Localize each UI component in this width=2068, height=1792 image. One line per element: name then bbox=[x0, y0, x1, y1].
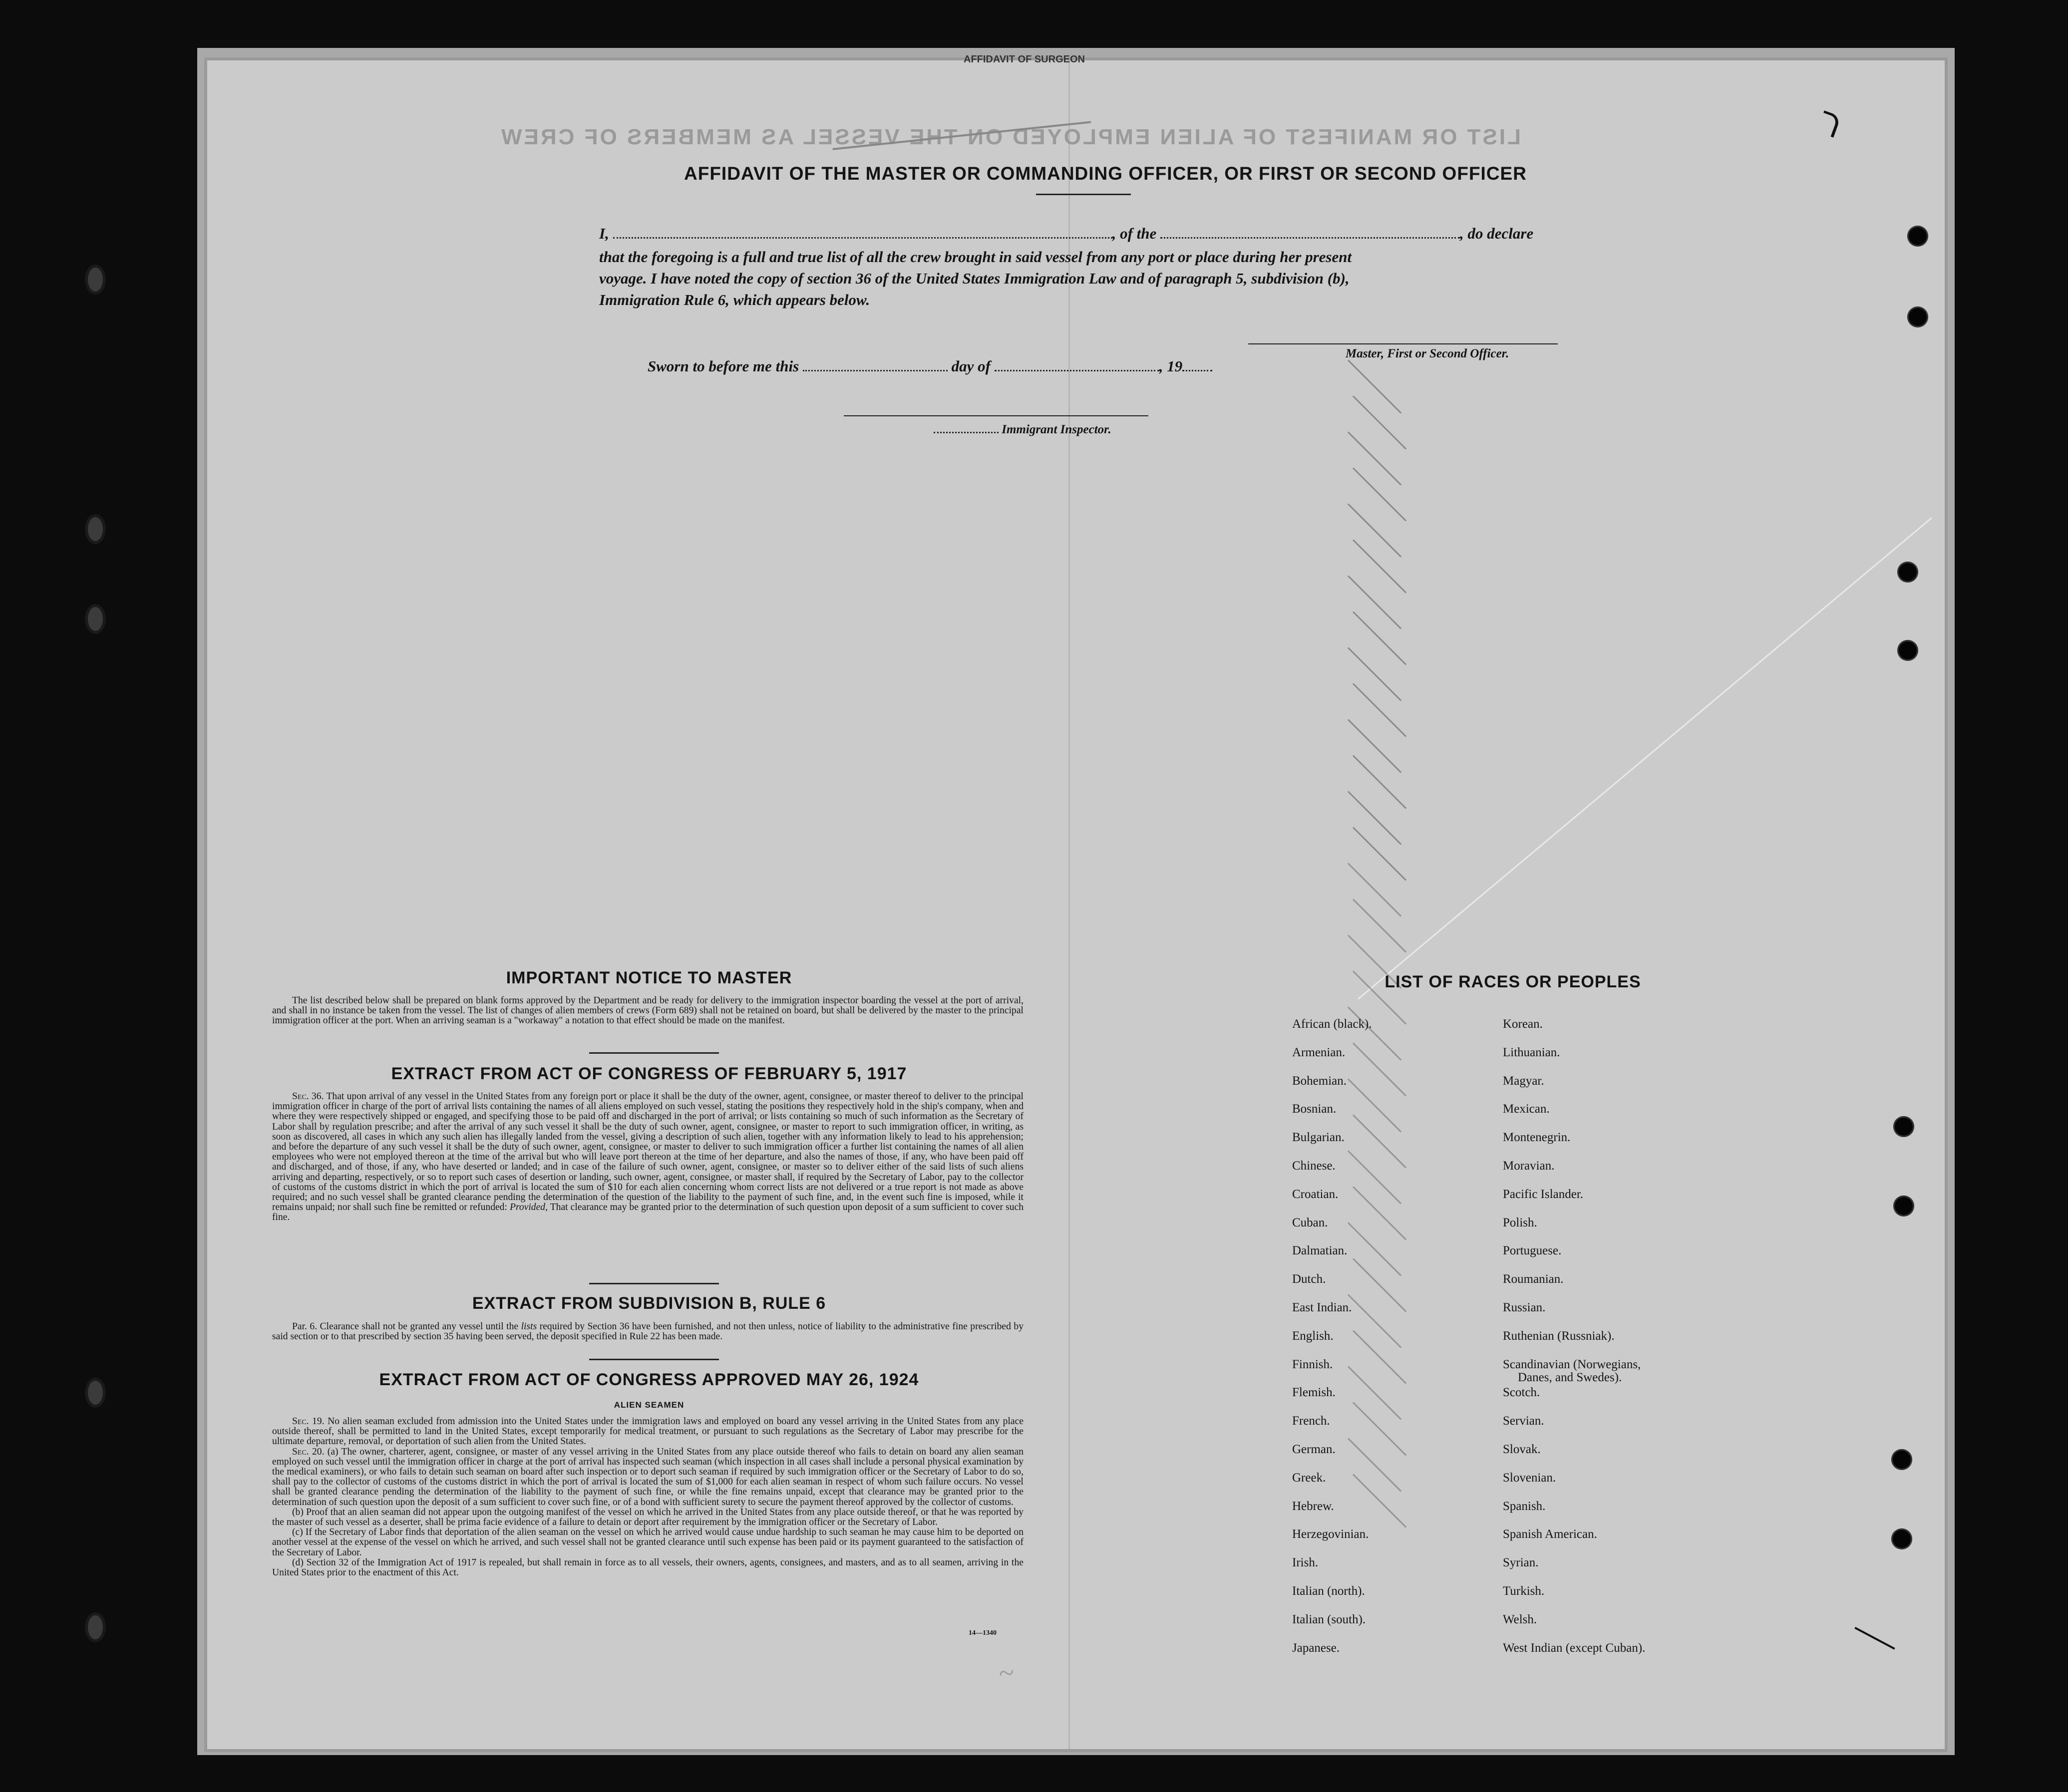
race-item: Lithuanian. bbox=[1503, 1045, 1560, 1059]
notice-text bbox=[272, 996, 1024, 1026]
race-item: Magyar. bbox=[1503, 1074, 1544, 1088]
vessel-blank[interactable] bbox=[1160, 237, 1460, 239]
race-item: Portuguese. bbox=[1503, 1244, 1562, 1258]
affidavit-line-3: voyage. I have noted the copy of section 36 of the United States Immigration Law and of paragraph 5, subdivision (b), bbox=[599, 270, 1350, 287]
binder-hole bbox=[1891, 1449, 1912, 1470]
race-item: Syrian. bbox=[1503, 1556, 1539, 1570]
month-blank[interactable] bbox=[995, 370, 1159, 371]
race-item: Slovak. bbox=[1503, 1443, 1541, 1456]
extract-1917-paragraph bbox=[272, 1092, 1024, 1223]
binder-hole bbox=[85, 1612, 106, 1642]
binder-hole bbox=[85, 265, 106, 295]
sec-19-label: Sec. 19. bbox=[292, 1416, 325, 1427]
sec-20a-paragraph bbox=[272, 1447, 1024, 1507]
rule6-body-a: Clearance shall not be granted any vessel until the bbox=[320, 1321, 519, 1332]
sec-20b-paragraph: (b) Proof that an alien seaman did not appear upon the outgoing manifest of the vessel on which he arrived in the United States from any place outside thereof, or that he was reported by the master of such vessel as a deserter, shall be prima facie evidence of a failure to detain or deport after requirement by the immigration officer or the Secretary of Labor. bbox=[272, 1506, 1024, 1528]
inspector-line[interactable] bbox=[844, 415, 1148, 416]
race-item: East Indian. bbox=[1292, 1301, 1352, 1314]
race-item: Turkish. bbox=[1503, 1584, 1545, 1598]
sworn-label: Sworn to before me this bbox=[648, 357, 799, 375]
sec-20-label: Sec. 20. bbox=[292, 1446, 325, 1457]
binder-hole bbox=[1897, 640, 1918, 661]
section-rule bbox=[589, 1052, 719, 1054]
sec-36-label: Sec. 36. bbox=[292, 1091, 324, 1102]
binder-hole bbox=[85, 1378, 106, 1408]
affidavit-title: AFFIDAVIT OF THE MASTER OR COMMANDING OFFICER, OR FIRST OR SECOND OFFICER bbox=[684, 163, 1527, 184]
race-item: Pacific Islander. bbox=[1503, 1187, 1584, 1201]
race-item: Bohemian. bbox=[1292, 1074, 1347, 1088]
race-item: Hebrew. bbox=[1292, 1499, 1334, 1513]
name-blank[interactable] bbox=[613, 237, 1112, 239]
race-item: German. bbox=[1292, 1443, 1336, 1456]
race-item: Welsh. bbox=[1503, 1612, 1537, 1626]
sec-36-body: That upon arrival of any vessel in the United States from any foreign port or place it shall be the duty of the owner, agent, consignee, or master thereof to deliver to the principal immigration officer in charge of the port of arrival lists containing the names of all aliens employed on such vessel, stating the positions they respectively hold in the ship's company, when and where they were respectively shipped or engaged, and specifying those to be paid off and discharged in the port of arrival; or lists containing so much of such information as the Secretary of Labor shall by regulation prescribe; and after the arrival of any such vessel it shall be the duty of such owner, agent, consignee, or master to report to such immigration officer, in writing, as soon as discovered, all cases in which any such alien has illegally landed from the vessel, giving a description of such alien, together with any information likely to lead to his apprehension; and before the departure of any such vessel it shall be the duty of such owner, agent, consignee, or master to deliver to such immigration officer a further list containing the names of all alien employees who were not employed thereon at the time of the arrival but who will leave port thereon at the time of her departure, and also the names of those, if any, who have been paid off and discharged, and of those, if any, who have deserted or landed; and in case of the failure of such owner, agent, consignee, or master so to deliver either of the said lists of such aliens arriving and departing, respectively, or so to report such cases of desertion or landing, such owner, agent, consignee, or master shall, if required by the Secretary of Labor, pay to the collector of customs of the customs district in which the port of arrival is located the sum of $10 for each alien concerning whom correct lists are not delivered or a true report is not made as above required; and no such vessel shall be granted clearance pending the determination of the question of the liability to the payment of such fine, and, in the event such fine is imposed, while it remains unpaid; nor shall such fine be remitted or refunded: bbox=[272, 1091, 1024, 1213]
race-item: Scotch. bbox=[1503, 1386, 1540, 1400]
extract-rule6-title: EXTRACT FROM SUBDIVISION B, RULE 6 bbox=[472, 1294, 826, 1313]
race-item: Montenegrin. bbox=[1503, 1131, 1571, 1145]
binder-hole bbox=[85, 514, 106, 544]
binder-hole bbox=[1893, 1195, 1914, 1216]
sec-36-end: That clearance may be granted prior to the determination of such question upon deposit of a sum sufficient to cover such fine. bbox=[272, 1202, 1024, 1223]
race-item: Spanish American. bbox=[1503, 1527, 1597, 1541]
inspector-blank[interactable] bbox=[934, 432, 999, 433]
race-item: Scandinavian (Norwegians, bbox=[1503, 1357, 1641, 1371]
title-rule bbox=[1036, 194, 1131, 195]
race-item: Bosnian. bbox=[1292, 1102, 1337, 1116]
form-number: 14—1340 bbox=[969, 1629, 997, 1637]
binder-hole bbox=[1897, 562, 1918, 583]
race-item: West Indian (except Cuban). bbox=[1503, 1641, 1646, 1655]
alien-seamen-subtitle: ALIEN SEAMEN bbox=[614, 1400, 685, 1410]
lists-word: lists bbox=[521, 1321, 537, 1332]
race-scandinavian-cont: Danes, and Swedes). bbox=[1518, 1371, 1622, 1384]
affidavit-line-4: Immigration Rule 6, which appears below. bbox=[599, 291, 870, 308]
rule6-body-b: required by Section 36 have been furnished, and not then unless, notice of liability to the administrative fine prescribed by said section or to that prescribed by section 35 having been served, the deposit specified in Rule 22 has been made. bbox=[272, 1321, 1024, 1342]
race-item: Japanese. bbox=[1292, 1641, 1340, 1655]
sec-20c-paragraph: (c) If the Secretary of Labor finds that deportation of the alien seaman on the vessel on which he arrived would cause undue hardship to such seaman he may cause him to be deported on another vessel at the expense of the vessel on which he arrived, and such vessel shall not be granted clearance until such expense has been paid or its payment guaranteed to the satisfaction of the Secretary of Labor. bbox=[272, 1527, 1024, 1558]
section-rule bbox=[589, 1283, 719, 1284]
top-tab-label: AFFIDAVIT OF SURGEON bbox=[964, 54, 1085, 65]
rule6-paragraph bbox=[272, 1322, 1024, 1342]
section-rule bbox=[589, 1359, 719, 1360]
year-blank[interactable] bbox=[1182, 370, 1212, 371]
sec-19-body: No alien seaman excluded from admission into the United States under the immigration laws and employed on board any vessel arriving in the United States from any place outside thereof, shall be permitted to land in the United States, except temporarily for medical treatment, or pursuant to such regulations as the Secretary of Labor may prescribe for the ultimate departure, removal, or deportation of such alien from the United States. bbox=[272, 1416, 1024, 1447]
race-item: Croatian. bbox=[1292, 1187, 1339, 1201]
race-item: Roumanian. bbox=[1503, 1272, 1564, 1286]
race-item: Irish. bbox=[1292, 1556, 1319, 1570]
race-item: Dalmatian. bbox=[1292, 1244, 1348, 1258]
race-item: Slovenian. bbox=[1503, 1471, 1556, 1485]
race-item: French. bbox=[1292, 1414, 1330, 1428]
extract-rule6-text bbox=[272, 1322, 1024, 1342]
race-item: Armenian. bbox=[1292, 1045, 1346, 1059]
race-item: Mexican. bbox=[1503, 1102, 1550, 1116]
race-item: Herzegovinian. bbox=[1292, 1527, 1369, 1541]
affidavit-line-2: that the foregoing is a full and true list of all the crew brought in said vessel from any port or place during her present bbox=[599, 248, 1352, 266]
ghost-signature: ~ bbox=[997, 1657, 1015, 1689]
binder-hole bbox=[1891, 1528, 1912, 1549]
declare-label: , do declare bbox=[1460, 225, 1534, 242]
race-item: Korean. bbox=[1503, 1017, 1543, 1031]
race-item: Finnish. bbox=[1292, 1357, 1333, 1371]
of-the-label: , of the bbox=[1112, 225, 1157, 242]
race-item: Dutch. bbox=[1292, 1272, 1326, 1286]
i-label: I, bbox=[599, 225, 609, 242]
race-item: Bulgarian. bbox=[1292, 1131, 1345, 1145]
ghost-title: LIST OR MANIFEST OF ALIEN EMPLOYED ON THE VESSEL AS MEMBERS OF CREW bbox=[499, 125, 1521, 149]
affidavit-line-1 bbox=[599, 225, 1533, 243]
races-title: LIST OF RACES OR PEOPLES bbox=[1384, 972, 1641, 991]
signature-line[interactable] bbox=[1248, 343, 1558, 344]
race-item: Italian (south). bbox=[1292, 1612, 1366, 1626]
race-item: Ruthenian (Russniak). bbox=[1503, 1329, 1615, 1343]
race-item: Servian. bbox=[1503, 1414, 1544, 1428]
extract-1924-text bbox=[272, 1417, 1024, 1578]
race-item: Greek. bbox=[1292, 1471, 1326, 1485]
day-blank[interactable] bbox=[803, 370, 948, 371]
par-6-label: Par. 6. bbox=[292, 1321, 318, 1332]
binder-hole bbox=[1893, 1116, 1914, 1137]
race-item: Chinese. bbox=[1292, 1159, 1336, 1173]
race-item: African (black). bbox=[1292, 1017, 1372, 1031]
race-item: Moravian. bbox=[1503, 1159, 1555, 1173]
sec-20a-body: (a) The owner, charterer, agent, consignee, or master of any vessel arriving in the United States from any place outside thereof who fails to detain on board any alien seaman employed on such vessel until the immigration officer in charge at the port of arrival has inspected such seaman (which inspection in all cases shall include a personal physical examination by the medical examiners), or who fails to detain such seaman on board after such inspection or to deport such seaman if required by such immigration officer or the Secretary of Labor to do so, shall pay to the collector of customs of the customs district in which the port of arrival is located the sum of $1,000 for each alien seaman in respect of whom such failure occurs. No vessel shall be granted clearance pending the determination of the liability to the payment of such fine, or while the fine remains unpaid, except that clearance may be granted prior to the determination of such question upon the deposit of a sum sufficient to cover such fine, or of a bond with sufficient surety to secure the payment thereof approved by the collector of customs. bbox=[272, 1446, 1024, 1507]
race-item: Spanish. bbox=[1503, 1499, 1546, 1513]
fold-line bbox=[1068, 60, 1070, 1749]
race-item: English. bbox=[1292, 1329, 1334, 1343]
day-of-label: day of bbox=[951, 357, 991, 375]
extract-1924-title: EXTRACT FROM ACT OF CONGRESS APPROVED MAY 26, 1924 bbox=[379, 1370, 919, 1389]
sworn-line bbox=[648, 357, 1212, 375]
inspector-label bbox=[934, 423, 1111, 437]
race-item: Flemish. bbox=[1292, 1386, 1336, 1400]
race-item: Cuban. bbox=[1292, 1215, 1328, 1229]
inspector-label-text: Immigrant Inspector. bbox=[1002, 423, 1111, 436]
year-label: , 19 bbox=[1159, 357, 1183, 375]
notice-title: IMPORTANT NOTICE TO MASTER bbox=[506, 968, 792, 987]
binder-hole bbox=[1907, 306, 1928, 327]
extract-1917-title: EXTRACT FROM ACT OF CONGRESS OF FEBRUARY 5, 1917 bbox=[391, 1064, 907, 1083]
race-item: Russian. bbox=[1503, 1301, 1546, 1314]
notice-paragraph: The list described below shall be prepared on blank forms approved by the Department and be ready for delivery to the immigration inspector boarding the vessel at the port of arrival, and shall in no instance be taken from the vessel. The list of changes of alien members of crews (Form 689) shall not be retained on board, but shall be delivered by the master to the principal immigration officer at the port. When an arriving seaman is a "workaway" a notation to that effect should be made on the manifest. bbox=[272, 995, 1024, 1026]
provided-word: Provided, bbox=[510, 1202, 548, 1213]
signature-label: Master, First or Second Officer. bbox=[1346, 347, 1509, 360]
binder-hole bbox=[1907, 226, 1928, 247]
race-item: Polish. bbox=[1503, 1215, 1537, 1229]
race-item: Italian (north). bbox=[1292, 1584, 1365, 1598]
extract-1917-text bbox=[272, 1092, 1024, 1223]
sec-19-paragraph bbox=[272, 1417, 1024, 1447]
binder-hole bbox=[85, 604, 106, 634]
sec-20d-paragraph: (d) Section 32 of the Immigration Act of 1917 is repealed, but shall remain in force as to all vessels, their owners, agents, consignees, and masters, and as to all seamen, arriving in the United States prior to the enactment of this Act. bbox=[272, 1557, 1024, 1578]
